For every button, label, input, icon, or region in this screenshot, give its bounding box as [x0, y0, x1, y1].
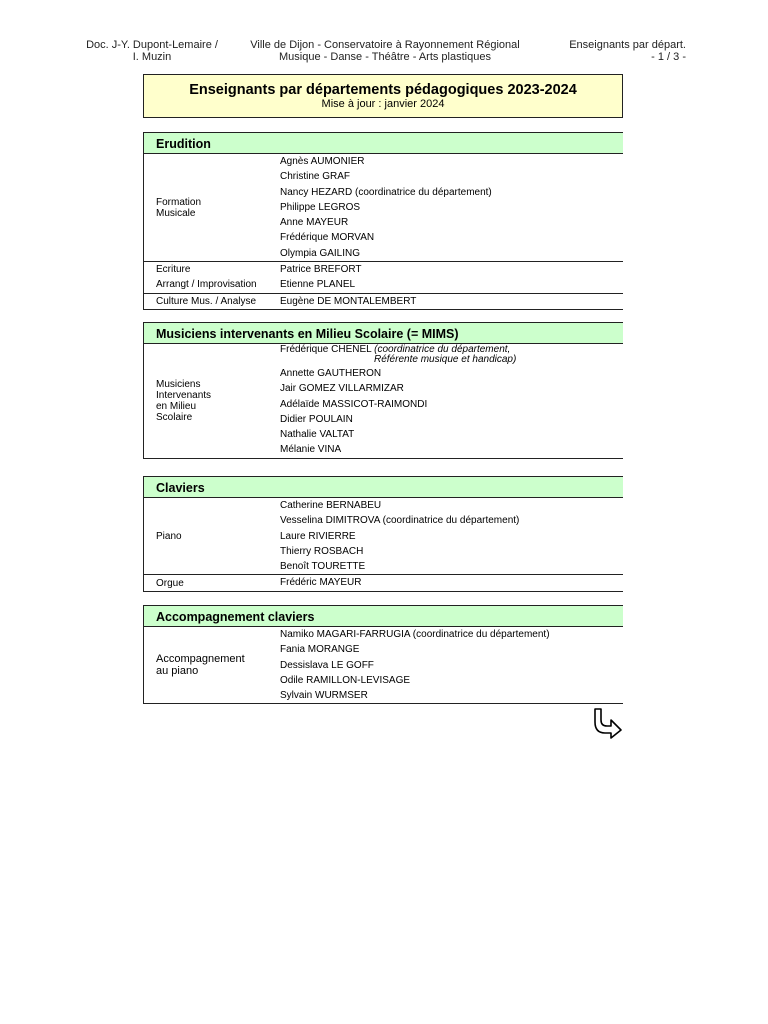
group-label [144, 627, 280, 703]
group-label-line: Intervenants [156, 389, 212, 401]
section-body [143, 498, 623, 592]
group-piano [144, 498, 623, 574]
header-doc-ref [530, 39, 686, 63]
teacher-list [280, 627, 623, 703]
section-body [143, 154, 623, 310]
section-body [143, 344, 623, 459]
header-institution [232, 39, 538, 63]
teacher-list [280, 154, 623, 261]
header-institution-line: Musique - Danse - Théâtre - Arts plastiques [279, 51, 491, 63]
group-ecriture [144, 261, 623, 293]
section-title: Accompagnement claviers [143, 605, 623, 627]
header-author [62, 39, 242, 63]
teacher-list [280, 344, 623, 458]
section-mims [143, 322, 623, 459]
teacher-list [280, 498, 623, 574]
group-label-line: Scolaire [156, 411, 193, 423]
header-doc-title: Enseignants par départ. [569, 39, 686, 51]
teacher-name: Namiko MAGARI-FARRUGIA (coordinatrice du département) [280, 629, 550, 640]
section-erudition [143, 132, 623, 310]
curved-arrow-right-icon [590, 706, 624, 740]
teacher-list [280, 294, 623, 309]
teacher-name: Laure RIVIERRE [280, 530, 356, 542]
teacher-name: Patrice BREFORT [280, 264, 362, 276]
teacher-name: Jair GOMEZ VILLARMIZAR [280, 383, 404, 395]
teacher-list [280, 575, 623, 590]
group-label-line: Ecriture [156, 264, 191, 276]
page-title: Enseignants par départements pédagogiques 2023-2024 [189, 82, 577, 98]
section-claviers [143, 476, 623, 592]
header-author-line: I. Muzin [132, 51, 172, 63]
header-author-line: Doc. J-Y. Dupont-Lemaire / [86, 39, 218, 51]
teacher-name: Didier POULAIN [280, 413, 353, 425]
teacher-name: Thierry ROSBACH [280, 545, 364, 557]
group-label [144, 344, 280, 458]
group-orgue [144, 574, 623, 590]
teacher-name-coordinator [280, 344, 623, 366]
group-label-line: Arrangt / Improvisation [156, 279, 257, 291]
section-title: Claviers [143, 476, 623, 498]
teacher-name: Sylvain WURMSER [280, 690, 368, 702]
teacher-name: Nancy HEZARD (coordinatrice du département) [280, 186, 492, 198]
teacher-name: Benoît TOURETTE [280, 561, 366, 573]
group-musiciens-intervenants [144, 344, 623, 458]
section-title: Musiciens intervenants en Milieu Scolaire (= MIMS) [143, 322, 623, 344]
role-note: (coordinatrice du département, [374, 344, 511, 355]
teacher-name: Fania MORANGE [280, 644, 360, 656]
role-note: Référente musique et handicap) [374, 354, 517, 365]
teacher-name: Annette GAUTHERON [280, 368, 382, 379]
group-label [144, 154, 280, 261]
teacher-list [280, 262, 623, 293]
group-label-line: Formation [156, 196, 202, 208]
teacher-name: Mélanie VINA [280, 444, 342, 456]
group-label [144, 294, 280, 309]
group-label-line: Orgue [156, 577, 184, 589]
group-accompagnement-piano [144, 627, 623, 703]
teacher-name: Philippe LEGROS [280, 201, 361, 213]
group-label-line: au piano [156, 665, 199, 678]
teacher-name: Adélaïde MASSICOT-RAIMONDI [280, 398, 428, 410]
group-label-line: Musiciens [156, 378, 201, 390]
group-label-line: Accompagnement [156, 653, 245, 666]
teacher-name: Frédéric MAYEUR [280, 577, 362, 589]
group-label [144, 575, 280, 590]
update-date: Mise à jour : janvier 2024 [321, 98, 445, 110]
teacher-name: Frédérique MORVAN [280, 232, 375, 244]
teacher-name: Olympia GAILING [280, 247, 361, 259]
teacher-name: Odile RAMILLON-LEVISAGE [280, 674, 411, 686]
page-number: - 1 / 3 - [651, 51, 686, 63]
group-label [144, 498, 280, 574]
teacher-name: Dessislava LE GOFF [280, 659, 374, 671]
group-label-line: Piano [156, 530, 182, 542]
teacher-name: Nathalie VALTAT [280, 429, 355, 441]
header-institution-line: Ville de Dijon - Conservatoire à Rayonnement Régional [250, 39, 520, 51]
group-label-line: Musicale [156, 207, 196, 219]
section-body [143, 627, 623, 704]
group-culture-musicale [144, 293, 623, 309]
teacher-name: Agnès AUMONIER [280, 156, 365, 167]
title-box [143, 74, 623, 118]
teacher-name: Eugène DE MONTALEMBERT [280, 295, 417, 307]
group-label [144, 262, 280, 293]
teacher-name: Catherine BERNABEU [280, 500, 382, 511]
section-title: Erudition [143, 132, 623, 154]
teacher-name: Anne MAYEUR [280, 217, 349, 229]
teacher-name: Vesselina DIMITROVA (coordinatrice du département) [280, 515, 520, 527]
group-label-line: Culture Mus. / Analyse [156, 295, 257, 307]
teacher-name: Etienne PLANEL [280, 279, 356, 291]
teacher-name: Christine GRAF [280, 171, 351, 183]
group-label-line: en Milieu [156, 400, 197, 412]
group-formation-musicale [144, 154, 623, 261]
teacher-name: Frédérique CHENEL [280, 344, 372, 355]
section-accompagnement [143, 605, 623, 704]
